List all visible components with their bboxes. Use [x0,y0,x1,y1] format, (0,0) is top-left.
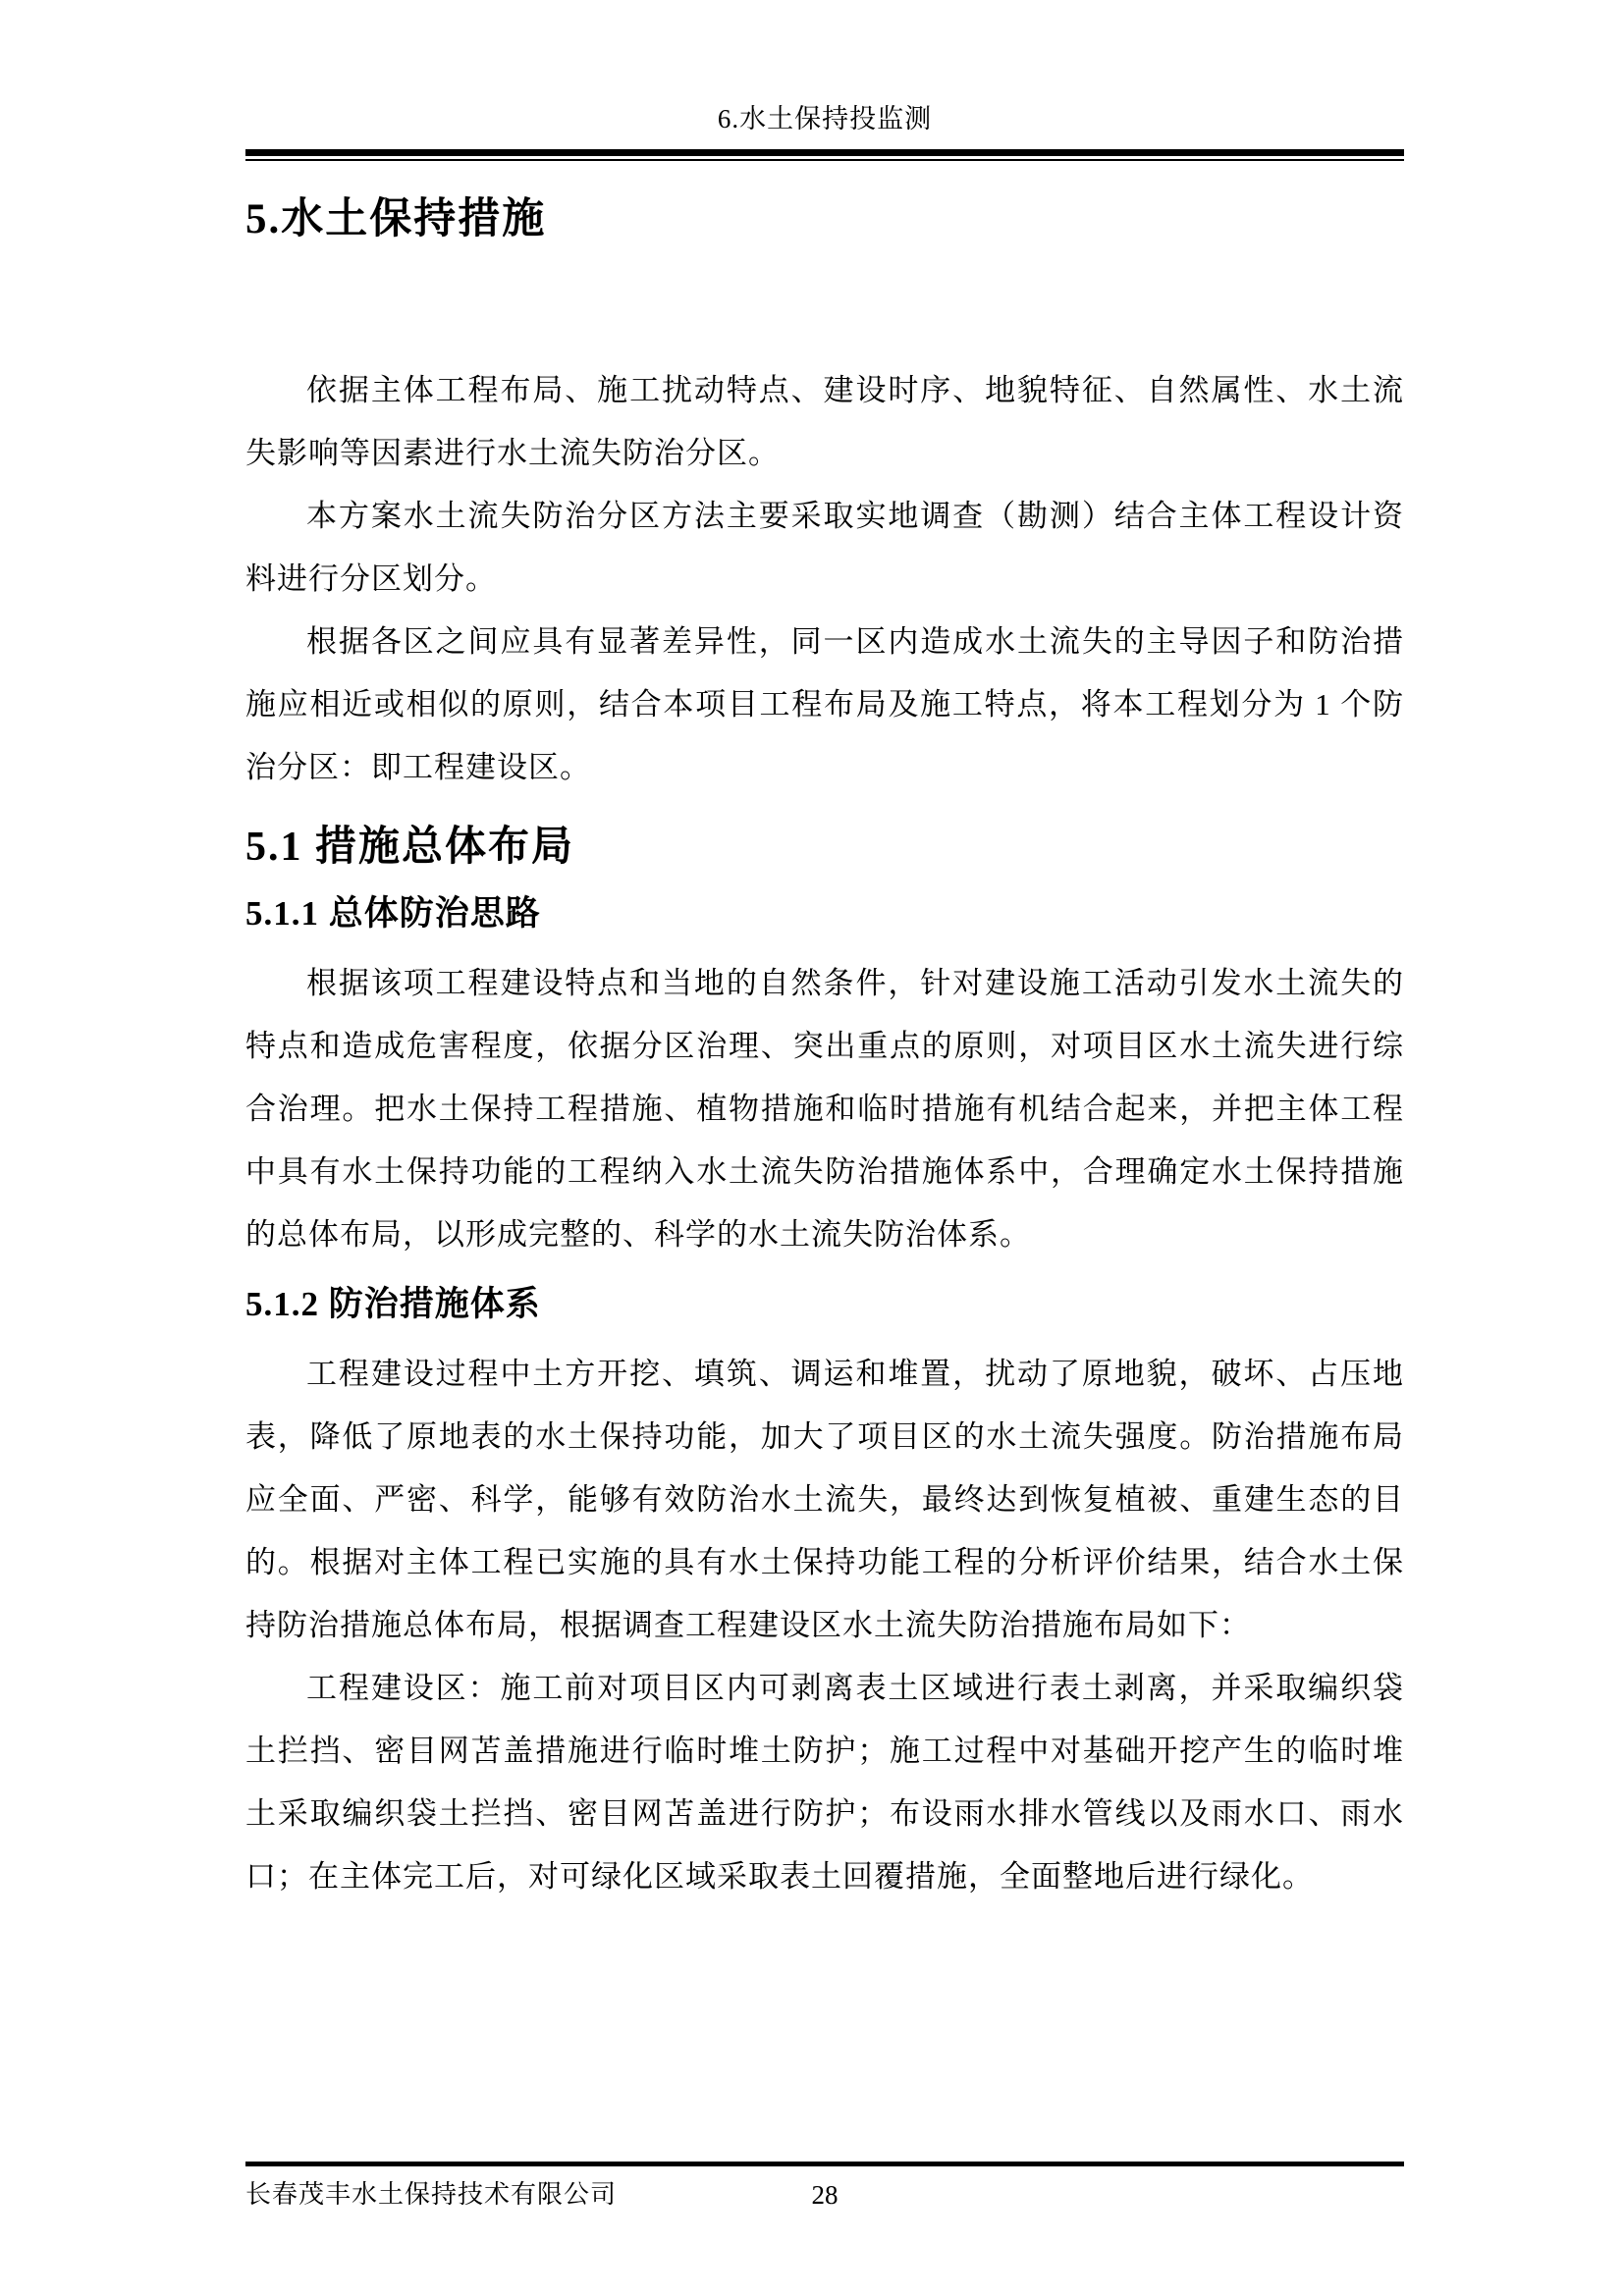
header-rule-thick-line [245,149,1404,156]
page-footer [245,2175,1404,2215]
header-rule-thin-line [245,159,1404,161]
paragraph-1: 依据主体工程布局、施工扰动特点、建设时序、地貌特征、自然属性、水土流失影响等因素进行水土流失防治分区。 [245,373,1404,470]
doc-title: 5.水土保持措施 [245,196,547,242]
header-rule [245,149,1404,161]
paragraph-5: 工程建设过程中土方开挖、填筑、调运和堆置，扰动了原地貌，破坏、占压地表，降低了原地表的水土保持功能，加大了项目区的水土流失强度。防治措施布局应全面、严密、科学，能够有效防治水土流失，最终达到恢复植被、重建生态的目的。根据对主体工程已实施的具有水土保持功能工程的分析评价结果，结合水土保持防治措施总体布局，根据调查工程建设区水土流失防治措施布局如下： [245,1357,1404,1642]
footer-page-number: 28 [811,2180,839,2210]
paragraph-3: 根据各区之间应具有显著差异性，同一区内造成水土流失的主导因子和防治措施应相近或相似的原则，结合本项目工程布局及施工特点，将本工程划分为 1 个防治分区：即工程建设区。 [245,624,1404,784]
footer-rule [245,2162,1404,2166]
header-chapter-title: 6.水土保持投监测 [717,104,933,133]
paragraph-4: 根据该项工程建设特点和当地的自然条件，针对建设施工活动引发水土流失的特点和造成危害程度，依据分区治理、突出重点的原则，对项目区水土流失进行综合治理。把水土保持工程措施、植物措施和临时措施有机结合起来，并把主体工程中具有水土保持功能的工程纳入水土流失防治措施体系中，合理确定水土保持措施的总体布局，以形成完整的、科学的水土流失防治体系。 [245,966,1404,1252]
section-5-1-heading: 5.1 措施总体布局 [245,825,575,870]
document-body [245,194,1404,1908]
section-5-1-1-heading: 5.1.1 总体防治思路 [245,894,541,933]
paragraph-2: 本方案水土流失防治分区方法主要采取实地调查（勘测）结合主体工程设计资料进行分区划分。 [245,499,1404,596]
paragraph-6: 工程建设区：施工前对项目区内可剥离表土区域进行表土剥离，并采取编织袋土拦挡、密目网苫盖措施进行临时堆土防护；施工过程中对基础开挖产生的临时堆土采取编织袋土拦挡、密目网苫盖进行防护；布设雨水排水管线以及雨水口、雨水口；在主体完工后，对可绿化区域采取表土回覆措施，全面整地后进行绿化。 [245,1671,1404,1894]
section-5-1-2-heading: 5.1.2 防治措施体系 [245,1285,541,1323]
footer-company: 长春茂丰水土保持技术有限公司 [245,2180,618,2209]
